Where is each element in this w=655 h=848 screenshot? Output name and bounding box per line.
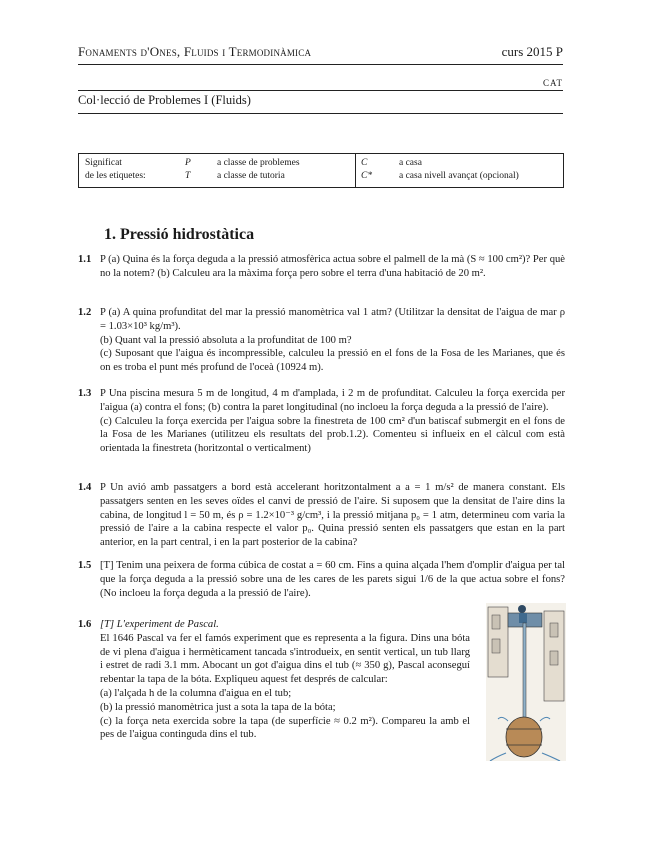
legend-separator [355, 154, 356, 187]
collection-title: Col·lecció de Problemes I (Fluids) [78, 93, 251, 107]
problem-text: P Una piscina mesura 5 m de longitud, 4 m d'amplada, i 2 m de profunditat. Calculeu la força exercida per l'aigua (a) contra el fons; (b) contra la paret longitudinal (no incloeu la força deguda a la pressió de l'aire). [100, 388, 565, 413]
problem-text: [T] Tenim una peixera de forma cúbica de costat a = 60 cm. Fins a quina alçada l'hem d'omplir d'aigua per tal que la força deguda a la pressió sobre una de les cares de les parets sigui 1/6 de la que actua sobre el fons? (No incloeu la força deguda a la pressió de l'aire). [100, 560, 565, 599]
problem-text: (b) Quant val la pressió absoluta a la profunditat de 100 m? [100, 334, 352, 346]
problem-1-4 [78, 481, 565, 550]
problem-1-6 [78, 618, 470, 742]
problem-text: P (a) A quina profunditat del mar la pressió manomètrica val 1 atm? (Utilitzar la densitat de l'aigua de mar ρ = 1.03×10³ kg/m³). [100, 307, 565, 332]
header-rule [78, 64, 563, 65]
problem-number: 1.3 [78, 388, 92, 399]
header-rule-2 [78, 90, 563, 91]
problem-1-3 [78, 387, 565, 456]
problem-1-5 [78, 559, 565, 600]
header-rule-3 [78, 113, 563, 114]
problem-1-1 [78, 253, 565, 281]
problem-number: 1.6 [78, 619, 92, 630]
tags-legend [78, 153, 564, 188]
language-tag: CAT [542, 78, 563, 88]
problem-number: 1.5 [78, 560, 92, 571]
problem-text: (a) l'alçada h de la columna d'aigua en el tub; [100, 687, 292, 699]
problem-text: (c) la força neta exercida sobre la tapa (de superfície ≈ 0.2 m²). Compareu la amb el pes de l'aigua continguda dins el tub. [100, 715, 470, 741]
pascal-barrel-illustration [486, 603, 566, 761]
legend-desc-right: a casa a casa nivell avançat (opcional) [399, 158, 519, 181]
problem-text: (b) la pressió manomètrica just a sota la tapa de la bóta; [100, 701, 336, 713]
legend-tags-left: P T [185, 158, 191, 181]
problem-number: 1.2 [78, 307, 92, 318]
problem-number: 1.1 [78, 254, 92, 265]
legend-desc-left: a classe de problemes a classe de tutoria [217, 158, 300, 181]
course-title: Fonaments d'Ones, Fluids i Termodinàmica [78, 44, 312, 59]
problem-1-2 [78, 306, 565, 375]
problem-text: (c) Calculeu la força exercida per l'aigua sobre la finestreta de 100 cm² d'un batiscaf submergit en el fons de la Fosa de les Marianes (utilitzeu els resultats del prob.1.2). Comenteu si influeix en el càlcul com està orientada la finestreta (horitzontal o verticalment) [100, 415, 565, 455]
problem-text: El 1646 Pascal va fer el famós experiment que es representa a la figura. Dins una bóta de vi plena d'aigua i hermèticament tancada s'introdueix, en sentit vertical, un tub llarg i estret de radi 3.1 mm. Abocant un got d'aigua dins el tub (≈ 350 g), Pascal aconseguí rebentar la tapa de la bóta. Expliqueu aquest fet després de calcular: [100, 632, 470, 686]
legend-label: Significat de les etiquetes: [85, 158, 146, 181]
problem-text: P Un avió amb passatgers a bord està accelerant horitzontalment a a = 1 m/s² de manera constant. Els passatgers senten en les seves oïdes el canvi de pressió de l'aire. Si suposem que la densitat de l'aire dins la cabina, de longitud l = 50 m, és ρ = 1.2×10⁻³ g/cm³, i la pressió mitjana p₀ = 1 atm, determineu com varia la pressió de l'aire a la cabina respecte el valor p₀. Quina pressió senten els passatgers que estan en la part anterior, en la part central, i en la part posterior de la cabina? [100, 482, 565, 549]
legend-tags-right: C C* [361, 158, 373, 181]
problem-number: 1.4 [78, 482, 92, 493]
problem-text: P (a) Quina és la força deguda a la pressió atmosfèrica actua sobre el palmell de la mà (S ≈ 100 cm²)? Per què no la notem? (b) Calculeu ara la màxima força pero sobre el terra d'una habitació de 20 m². [100, 254, 565, 279]
problem-title: [T] L'experiment de Pascal. [100, 619, 219, 630]
course-year: curs 2015 P [501, 44, 563, 59]
section-title: 1. Pressió hidrostàtica [104, 226, 255, 243]
problem-text: (c) Suposant que l'aigua és incompressible, calculeu la pressió en el fons de la Fosa de les Marianes, que és on es troba el punt més profund de l'oceà (10924 m). [100, 348, 565, 374]
